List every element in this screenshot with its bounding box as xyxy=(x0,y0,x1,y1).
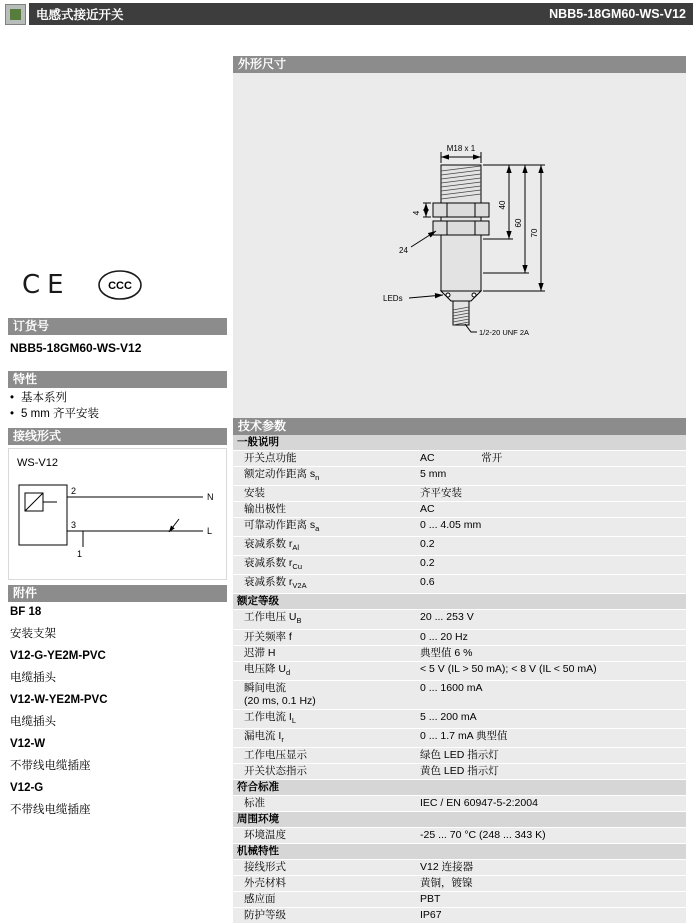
tech-row-label: 环境温度 xyxy=(244,828,286,841)
tech-row-value: V12 连接器 xyxy=(420,860,474,873)
tech-row-label: 迟滞 H xyxy=(244,646,276,659)
tech-row xyxy=(233,748,686,764)
tech-row-label: 工作电压 $U_B$ xyxy=(244,611,302,626)
tech-row-value: PBT xyxy=(420,892,441,905)
tech-row-label: 衰减系数 $r_{Cu}$ xyxy=(244,557,303,572)
order-section-header: 订货号 xyxy=(8,318,227,335)
tech-row-value: 0 ... 1.7 mA 典型值 xyxy=(420,729,508,742)
tech-group-header: 符合标准 xyxy=(233,780,686,796)
tech-row xyxy=(233,556,686,575)
tech-row-value: 0 ... 20 Hz xyxy=(420,630,468,643)
dim-label-70: 70 xyxy=(530,228,539,238)
tech-row-value: 5 ... 200 mA xyxy=(420,710,477,723)
tech-row-label: 衰减系数 $r_{Al}$ xyxy=(244,538,300,553)
dim-label-60: 60 xyxy=(514,218,523,228)
tech-group-header: 额定等级 xyxy=(233,594,686,610)
tech-row-value: AC 常开 xyxy=(420,452,503,464)
tech-row-value: 绿色 LED 指示灯 xyxy=(420,748,499,761)
page-title: 电感式接近开关 xyxy=(36,8,124,22)
dim-label-40: 40 xyxy=(498,200,507,210)
tech-row-value: 0 ... 4.05 mm xyxy=(420,519,482,532)
accessory-name: V12-G xyxy=(10,782,44,794)
tech-row-value: < 5 V (IL > 50 mA); < 8 V (IL < 50 mA) xyxy=(420,662,597,675)
tech-row-label: 开关频率 f xyxy=(244,630,292,643)
accessory-desc: 安装支架 xyxy=(10,628,56,640)
feature-item: • 基本系列 xyxy=(10,390,99,406)
tech-row xyxy=(233,710,686,729)
dimensions-section-header: 外形尺寸 xyxy=(233,56,686,73)
wiring-section-header: 接线形式 xyxy=(8,428,227,445)
accessory-desc: 电缆插头 xyxy=(10,672,56,684)
tech-row xyxy=(233,451,686,467)
accessory-desc: 不带线电缆插座 xyxy=(10,760,91,772)
wiring-diagram-box xyxy=(8,448,227,580)
dim-label-4: 4 xyxy=(412,210,421,216)
hex-nut xyxy=(433,203,489,217)
model-number: NBB5-18GM60-WS-V12 xyxy=(549,7,686,21)
load-symbol xyxy=(169,519,179,532)
tech-row-value: 0.2 xyxy=(420,538,435,551)
wiring-variant-label: WS-V12 xyxy=(17,457,58,469)
dimension-drawing xyxy=(381,143,581,341)
features-section-header: 特性 xyxy=(8,371,227,388)
accessories-list xyxy=(10,606,108,826)
tech-row xyxy=(233,518,686,537)
tech-row-value: 黄铜，镀镍 xyxy=(420,876,473,889)
hex-nut xyxy=(433,221,489,235)
tech-row xyxy=(233,502,686,518)
tech-row-value: 0 ... 1600 mA xyxy=(420,681,483,694)
tech-row xyxy=(233,537,686,556)
terminal-n-label: N xyxy=(207,492,214,502)
tech-row xyxy=(233,796,686,812)
ccc-mark xyxy=(97,268,143,302)
accessories-section-header: 附件 xyxy=(8,585,227,602)
tech-row-value: 齐平安装 xyxy=(420,487,462,500)
tech-row xyxy=(233,908,686,924)
tech-row-value: 5 mm xyxy=(420,468,447,480)
dimension-drawing-area xyxy=(233,73,686,418)
tech-row-label: 可靠动作距离 $s_a$ xyxy=(244,519,320,534)
tech-row-label: 电压降 $U_d$ xyxy=(244,662,291,677)
brand-icon xyxy=(5,4,26,25)
dim-label-thread-bottom: 1/2-20 UNF 2A xyxy=(479,328,530,337)
tech-row xyxy=(233,662,686,681)
terminal-l-label: L xyxy=(207,526,213,536)
tech-row xyxy=(233,828,686,844)
left-column xyxy=(8,30,227,886)
tech-row-value: 黄色 LED 指示灯 xyxy=(420,764,499,777)
dim-label-24: 24 xyxy=(399,246,408,255)
tech-row xyxy=(233,610,686,629)
tech-row-label: 工作电压显示 xyxy=(244,748,307,761)
tech-row-label: 防护等级 xyxy=(244,908,286,921)
tech-row-label: 漏电流 $I_r$ xyxy=(244,729,284,744)
tech-row-value: AC xyxy=(420,503,435,516)
wiring-diagram xyxy=(13,475,223,567)
tech-row xyxy=(233,646,686,662)
accessory-name: BF 18 xyxy=(10,606,42,618)
tech-row xyxy=(233,467,686,486)
tech-section-header: 技术参数 xyxy=(233,418,686,435)
terminal-2-label: 2 xyxy=(71,486,77,496)
tech-row-value: IP67 xyxy=(420,908,442,921)
ccc-mark-text: CCC xyxy=(107,280,132,292)
terminal-1-label: 1 xyxy=(77,549,83,559)
tech-row-label: 工作电流 $I_L$ xyxy=(244,710,297,725)
led-indicator xyxy=(446,293,450,297)
main-column xyxy=(233,56,686,921)
led-indicator xyxy=(472,293,476,297)
tech-row-label: 额定动作距离 $s_n$ xyxy=(244,468,320,483)
tech-row-label: 感应面 xyxy=(244,892,276,905)
tech-row xyxy=(233,630,686,646)
ce-mark: CE xyxy=(22,270,71,300)
features-list xyxy=(10,390,99,422)
feature-item: • 5 mm 齐平安装 xyxy=(10,406,99,422)
tech-row xyxy=(233,876,686,892)
tech-row-value: 典型值 6 % xyxy=(420,646,473,659)
tech-row-value: 0.6 xyxy=(420,576,435,589)
tech-row-value: 20 ... 253 V xyxy=(420,611,474,624)
tech-row-label: 接线形式 xyxy=(244,860,286,873)
tech-row-label: 外壳材料 xyxy=(244,876,286,889)
dim-label-thread-top: M18 x 1 xyxy=(446,144,476,153)
tech-row xyxy=(233,892,686,908)
tech-row-label: 衰减系数 $r_{V2A}$ xyxy=(244,576,307,591)
tech-row xyxy=(233,486,686,502)
tech-row-label: 安装 xyxy=(244,487,265,500)
tech-group-header: 一般说明 xyxy=(233,435,686,451)
tech-group-header: 周围环境 xyxy=(233,812,686,828)
title-bar xyxy=(29,3,693,25)
tech-row xyxy=(233,681,686,710)
tech-row-label: 开关状态指示 xyxy=(244,764,307,777)
tech-row-label: 开关点功能 xyxy=(244,452,297,464)
accessory-name: V12-W xyxy=(10,738,46,750)
tech-row-value: -25 ... 70 °C (248 ... 343 K) xyxy=(420,828,546,841)
accessory-name: V12-W-YE2M-PVC xyxy=(10,694,108,706)
tech-row xyxy=(233,860,686,876)
tech-row-value: 0.2 xyxy=(420,557,435,570)
order-number: NBB5-18GM60-WS-V12 xyxy=(10,341,142,355)
tech-row xyxy=(233,729,686,748)
tech-table xyxy=(233,435,686,924)
accessory-name: V12-G-YE2M-PVC xyxy=(10,650,106,662)
tech-row xyxy=(233,764,686,780)
accessory-desc: 电缆插头 xyxy=(10,716,56,728)
tech-row-label: 输出极性 xyxy=(244,503,286,516)
accessory-desc: 不带线电缆插座 xyxy=(10,804,91,816)
tech-row-label: 标准 xyxy=(244,796,265,809)
tech-row xyxy=(233,575,686,594)
tech-row-label: 瞬间电流 (20 ms, 0.1 Hz) xyxy=(244,681,316,707)
leds-label: LEDs xyxy=(383,294,403,303)
certification-marks xyxy=(22,268,143,302)
terminal-3-label: 3 xyxy=(71,520,77,530)
tech-row-value: IEC / EN 60947-5-2:2004 xyxy=(420,796,538,809)
tech-group-header: 机械特性 xyxy=(233,844,686,860)
